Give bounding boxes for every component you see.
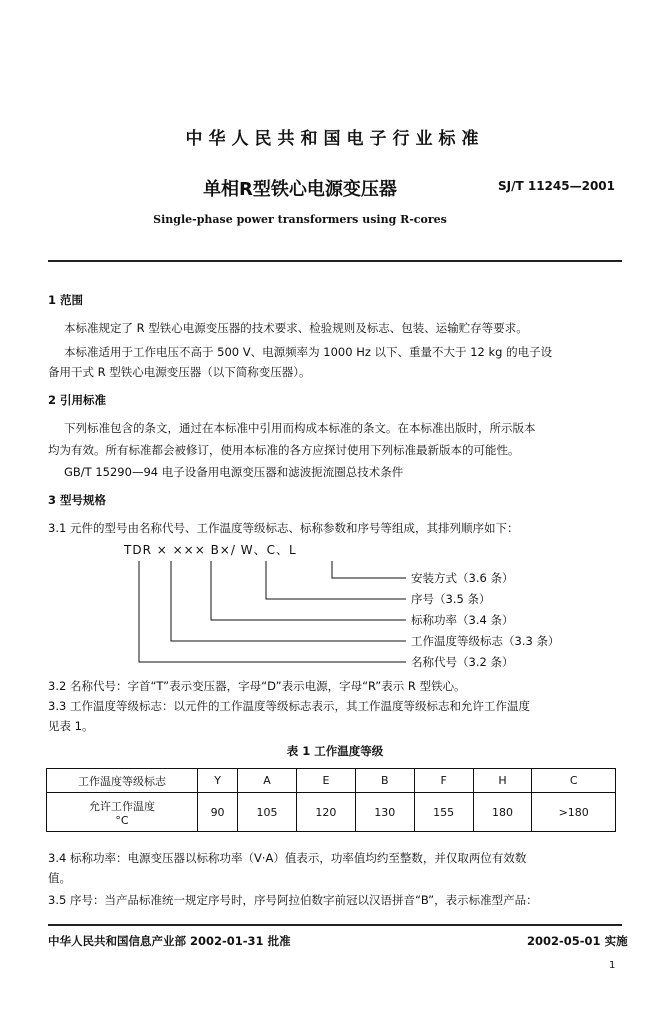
- standard-title: 单相R型铁心电源变压器: [203, 179, 397, 200]
- model-code: TDR × ××× B×/ W、C、L: [124, 543, 297, 557]
- table-row-label: 工作温度等级标志: [47, 769, 198, 793]
- page-number: 1: [609, 960, 616, 971]
- table-cell: 105: [238, 793, 297, 832]
- section-1-para-2-line-1: 本标准适用于工作电压不高于 500 V、电源频率为 1000 Hz 以下、重量不大于 12 kg 的电子设: [64, 345, 553, 359]
- section-3-heading: 3 型号规格: [48, 493, 107, 507]
- section-2-heading: 2 引用标准: [48, 393, 107, 407]
- legend-item: 序号（3.5 条）: [411, 592, 491, 606]
- section-1-heading: 1 范围: [48, 293, 84, 307]
- section-2-para-line-1: 下列标准包含的条文，通过在本标准中引用而构成本标准的条文。在本标准出版时，所示版本: [64, 421, 536, 435]
- table-1: [46, 768, 616, 832]
- org-title: 中华人民共和国电子行业标准: [185, 129, 485, 149]
- table-cell: C: [532, 769, 616, 793]
- table-cell: F: [414, 769, 473, 793]
- table-row-label: [47, 793, 198, 832]
- table-1-caption: 表 1 工作温度等级: [286, 744, 384, 758]
- legend-item: 标称功率（3.4 条）: [411, 613, 514, 627]
- legend-item: 工作温度等级标志（3.3 条）: [411, 634, 560, 648]
- legend-item: 名称代号（3.2 条）: [411, 655, 514, 669]
- clause-3-4-line-1: 3.4 标称功率：电源变压器以标称功率（V·A）值表示，功率值均约至整数，并仅取两位有效数: [48, 851, 527, 865]
- clause-3-4-line-2: 值。: [48, 871, 71, 885]
- approval-line: 中华人民共和国信息产业部 2002-01-31 批准: [48, 934, 291, 948]
- table-cell: H: [473, 769, 532, 793]
- table-cell: 130: [355, 793, 414, 832]
- table-cell: Y: [198, 769, 238, 793]
- table-row-label-unit: °C: [115, 813, 129, 827]
- referenced-standard: GB/T 15290—94 电子设备用电源变压器和滤波扼流圈总技术条件: [64, 465, 404, 479]
- clause-3-2: 3.2 名称代号：字首“T”表示变压器，字母“D”表示电源，字母“R”表示 R 型铁心。: [48, 679, 466, 693]
- section-2-para-line-2: 均为有效。所有标准都会被修订，使用本标准的各方应探讨使用下列标准最新版本的可能性。: [48, 443, 520, 457]
- table-cell: 180: [473, 793, 532, 832]
- section-1-para-2-line-2: 备用干式 R 型铁心电源变压器（以下简称变压器）。: [48, 365, 311, 379]
- clause-3-3-line-2: 见表 1。: [48, 719, 94, 733]
- table-cell: >180: [532, 793, 616, 832]
- implementation-date: 2002-05-01 实施: [527, 934, 628, 948]
- table-cell: A: [238, 769, 297, 793]
- table-cell: E: [296, 769, 355, 793]
- section-1-para-1: 本标准规定了 R 型铁心电源变压器的技术要求、检验规则及标志、包装、运输贮存等要求。: [64, 321, 528, 335]
- table-cell: 90: [198, 793, 238, 832]
- footer-divider: [48, 924, 622, 926]
- table-row-label-line: 允许工作温度: [89, 799, 155, 813]
- clause-3-5: 3.5 序号：当产品标准统一规定序号时，序号阿拉伯数字前冠以汉语拼音“B”，表示标准型产品：: [48, 893, 538, 907]
- table-cell: B: [355, 769, 414, 793]
- english-title: Single-phase power transformers using R-cores: [153, 213, 447, 226]
- legend-item: 安装方式（3.6 条）: [411, 571, 514, 585]
- standard-code: SJ/T 11245—2001: [498, 179, 615, 193]
- table-cell: 155: [414, 793, 473, 832]
- clause-3-1: 3.1 元件的型号由名称代号、工作温度等级标志、标称参数和序号等组成，其排列顺序如下：: [48, 521, 519, 535]
- table-cell: 120: [296, 793, 355, 832]
- clause-3-3-line-1: 3.3 工作温度等级标志：以元件的工作温度等级标志表示，其工作温度等级标志和允许工作温度: [48, 699, 530, 713]
